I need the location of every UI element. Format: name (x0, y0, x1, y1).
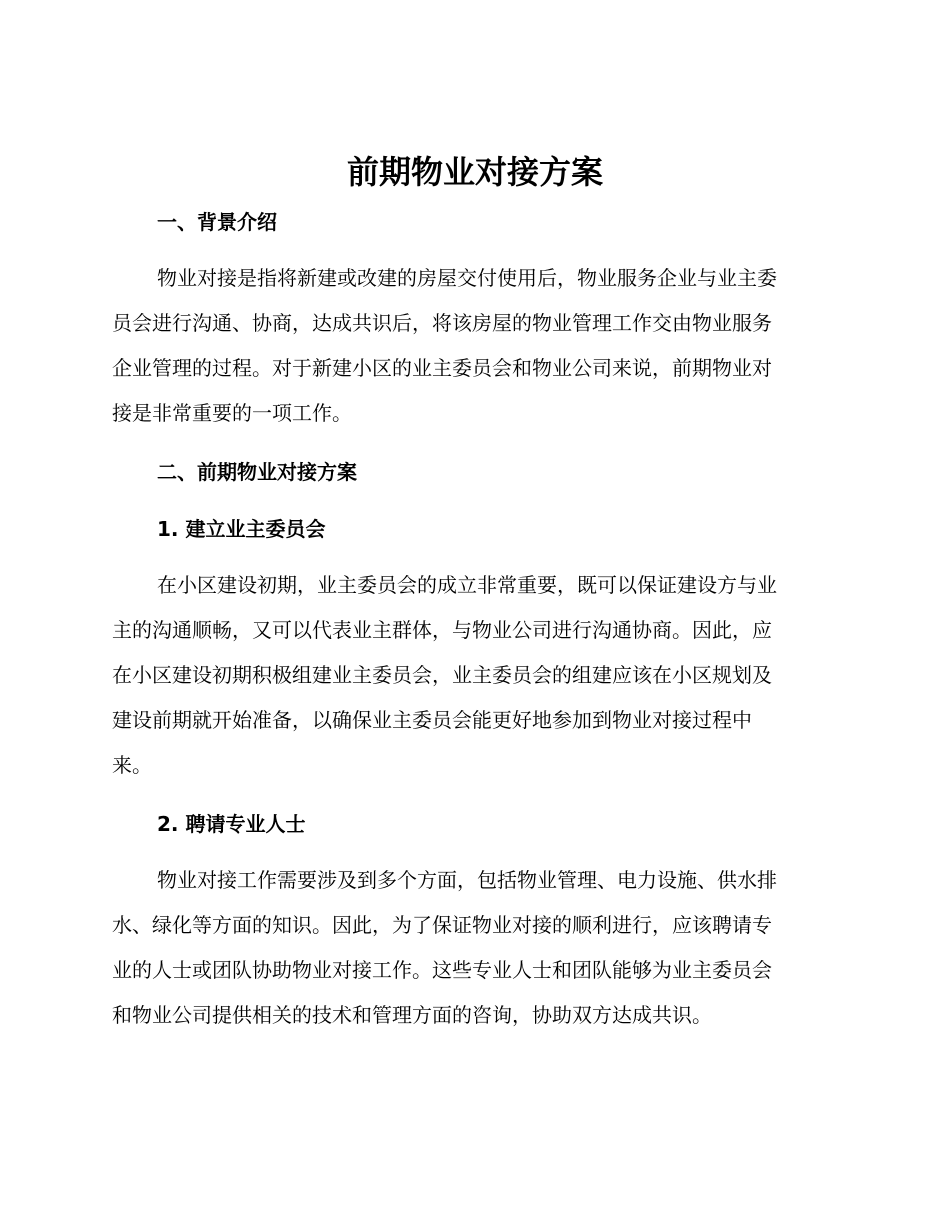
section-heading-professionals: 2. 聘请专业人士 (157, 812, 306, 836)
paragraph-line: 企业管理的过程。对于新建小区的业主委员会和物业公司来说，前期物业对 (112, 356, 772, 380)
paragraph-line: 员会进行沟通、协商，达成共识后，将该房屋的物业管理工作交由物业服务 (112, 311, 772, 335)
section-heading-owners-committee: 1. 建立业主委员会 (157, 517, 326, 541)
paragraph-line: 业的人士或团队协助物业对接工作。这些专业人士和团队能够为业主委员会 (112, 958, 772, 982)
paragraph-owners-committee (112, 563, 830, 788)
section-heading-plan: 二、前期物业对接方案 (157, 460, 357, 484)
paragraph-line: 水、绿化等方面的知识。因此，为了保证物业对接的顺利进行，应该聘请专 (112, 913, 772, 937)
paragraph-line: 物业对接是指将新建或改建的房屋交付使用后，物业服务企业与业主委 (157, 266, 777, 290)
paragraph-line: 和物业公司提供相关的技术和管理方面的咨询，协助双方达成共识。 (112, 1003, 712, 1027)
paragraph-professionals (112, 858, 830, 1038)
paragraph-line: 在小区建设初期，业主委员会的成立非常重要，既可以保证建设方与业 (157, 573, 777, 597)
paragraph-line: 主的沟通顺畅，又可以代表业主群体，与物业公司进行沟通协商。因此，应 (112, 618, 772, 642)
paragraph-line: 在小区建设初期积极组建业主委员会，业主委员会的组建应该在小区规划及 (112, 663, 772, 687)
paragraph-line: 来。 (112, 753, 152, 777)
document-title: 前期物业对接方案 (346, 153, 603, 191)
paragraph-line: 物业对接工作需要涉及到多个方面，包括物业管理、电力设施、供水排 (157, 868, 777, 892)
paragraph-line: 建设前期就开始准备，以确保业主委员会能更好地参加到物业对接过程中 (112, 708, 752, 732)
paragraph-background (112, 256, 830, 436)
section-heading-background: 一、背景介绍 (157, 210, 277, 234)
paragraph-line: 接是非常重要的一项工作。 (112, 401, 352, 425)
